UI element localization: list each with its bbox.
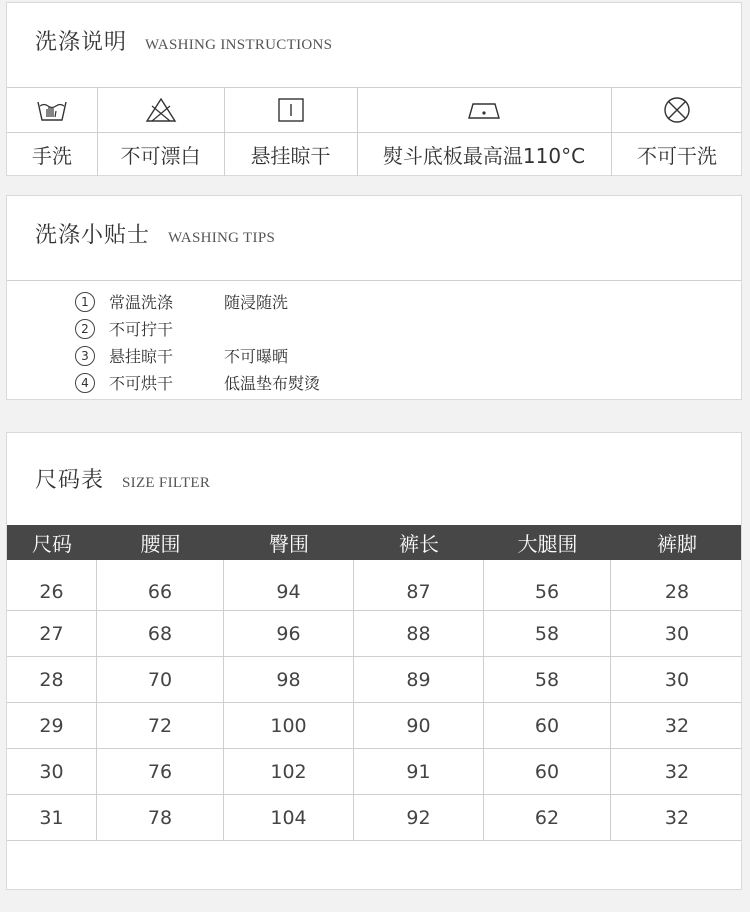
washing-instructions-card xyxy=(6,2,742,176)
tip-text: 低温垫布熨烫 xyxy=(224,374,321,393)
washing-label: 不可漂白 xyxy=(120,144,201,168)
tips-title-cn: 洗涤小贴士 xyxy=(35,223,151,248)
washing-header xyxy=(35,25,332,56)
table-row xyxy=(7,560,741,611)
tip-text: 悬挂晾干 xyxy=(109,347,174,366)
iron-low-icon xyxy=(465,98,503,122)
column-header: 尺码 xyxy=(32,532,72,556)
size-table-header xyxy=(7,525,741,560)
no-bleach-icon xyxy=(144,96,178,124)
tip-item xyxy=(75,315,320,342)
table-cell: 98 xyxy=(224,657,354,702)
table-row xyxy=(7,795,741,841)
washing-label: 手洗 xyxy=(32,144,72,168)
tip-text: 常温洗涤 xyxy=(109,293,174,312)
divider xyxy=(7,280,741,281)
table-cell: 58 xyxy=(484,657,611,702)
tip-text: 不可曝晒 xyxy=(224,347,289,366)
line-dry-icon xyxy=(276,96,306,124)
table-cell: 30 xyxy=(7,749,97,794)
washing-title-en: WASHING INSTRUCTIONS xyxy=(145,37,333,53)
size-title-en: SIZE FILTER xyxy=(122,475,211,491)
tip-number: 2 xyxy=(75,319,95,339)
table-cell: 68 xyxy=(97,611,224,656)
table-row xyxy=(7,703,741,749)
tip-item xyxy=(75,342,320,369)
size-table-body xyxy=(7,560,741,841)
hand-wash-icon xyxy=(35,96,69,124)
table-cell: 87 xyxy=(354,560,484,610)
size-header xyxy=(35,463,210,494)
column-header: 臀围 xyxy=(269,532,309,556)
table-cell: 90 xyxy=(354,703,484,748)
tip-number: 1 xyxy=(75,292,95,312)
table-cell: 89 xyxy=(354,657,484,702)
column-header: 裤长 xyxy=(399,532,439,556)
column-header: 裤脚 xyxy=(657,532,697,556)
table-cell: 104 xyxy=(224,795,354,840)
table-cell: 60 xyxy=(484,703,611,748)
tip-number: 4 xyxy=(75,373,95,393)
no-wash-icon xyxy=(661,95,693,125)
tips-title-en: WASHING TIPS xyxy=(168,230,276,246)
washing-title-cn: 洗涤说明 xyxy=(35,30,128,55)
table-cell: 28 xyxy=(7,657,97,702)
column-header: 大腿围 xyxy=(517,532,578,556)
washing-item-no-bleach xyxy=(97,88,225,176)
table-cell: 92 xyxy=(354,795,484,840)
table-cell: 32 xyxy=(664,760,690,783)
table-cell: 88 xyxy=(354,611,484,656)
table-cell: 76 xyxy=(97,749,224,794)
table-cell: 102 xyxy=(224,749,354,794)
table-cell: 29 xyxy=(7,703,97,748)
washing-item-line-dry xyxy=(224,88,358,176)
tip-item xyxy=(75,369,320,396)
washing-symbol-grid xyxy=(7,88,741,176)
table-cell: 94 xyxy=(224,560,354,610)
table-cell: 58 xyxy=(484,611,611,656)
table-row xyxy=(7,657,741,703)
table-cell: 91 xyxy=(354,749,484,794)
washing-tips-card xyxy=(6,195,742,400)
washing-label: 熨斗底板最高温110°C xyxy=(382,144,586,168)
washing-item-no-dry-clean xyxy=(611,88,743,176)
table-cell: 56 xyxy=(484,560,611,610)
table-cell: 30 xyxy=(664,668,690,691)
washing-label: 悬挂晾干 xyxy=(250,144,331,168)
tips-list xyxy=(75,288,320,396)
table-cell: 96 xyxy=(224,611,354,656)
table-row xyxy=(7,611,741,657)
washing-label: 不可干洗 xyxy=(637,144,717,168)
table-cell: 70 xyxy=(97,657,224,702)
size-title-cn: 尺码表 xyxy=(35,468,105,493)
washing-item-iron xyxy=(357,88,612,176)
table-cell: 32 xyxy=(664,806,690,829)
table-cell: 100 xyxy=(224,703,354,748)
tip-text: 不可拧干 xyxy=(109,320,174,339)
table-cell: 60 xyxy=(484,749,611,794)
table-cell: 31 xyxy=(7,795,97,840)
table-cell: 66 xyxy=(97,560,224,610)
tip-text: 随浸随洗 xyxy=(224,293,289,312)
table-cell: 30 xyxy=(664,622,690,645)
table-row xyxy=(7,749,741,795)
tip-item xyxy=(75,288,320,315)
table-cell: 27 xyxy=(7,611,97,656)
size-table xyxy=(7,525,741,841)
tip-number: 3 xyxy=(75,346,95,366)
table-cell: 78 xyxy=(97,795,224,840)
table-cell: 62 xyxy=(484,795,611,840)
table-cell: 32 xyxy=(664,714,690,737)
table-cell: 72 xyxy=(97,703,224,748)
washing-item-hand-wash xyxy=(7,88,98,176)
table-cell: 26 xyxy=(7,560,97,610)
tips-header xyxy=(35,218,275,249)
tip-text: 不可烘干 xyxy=(109,374,174,393)
column-header: 腰围 xyxy=(140,532,181,556)
table-cell: 28 xyxy=(664,581,690,603)
size-chart-card xyxy=(6,432,742,890)
